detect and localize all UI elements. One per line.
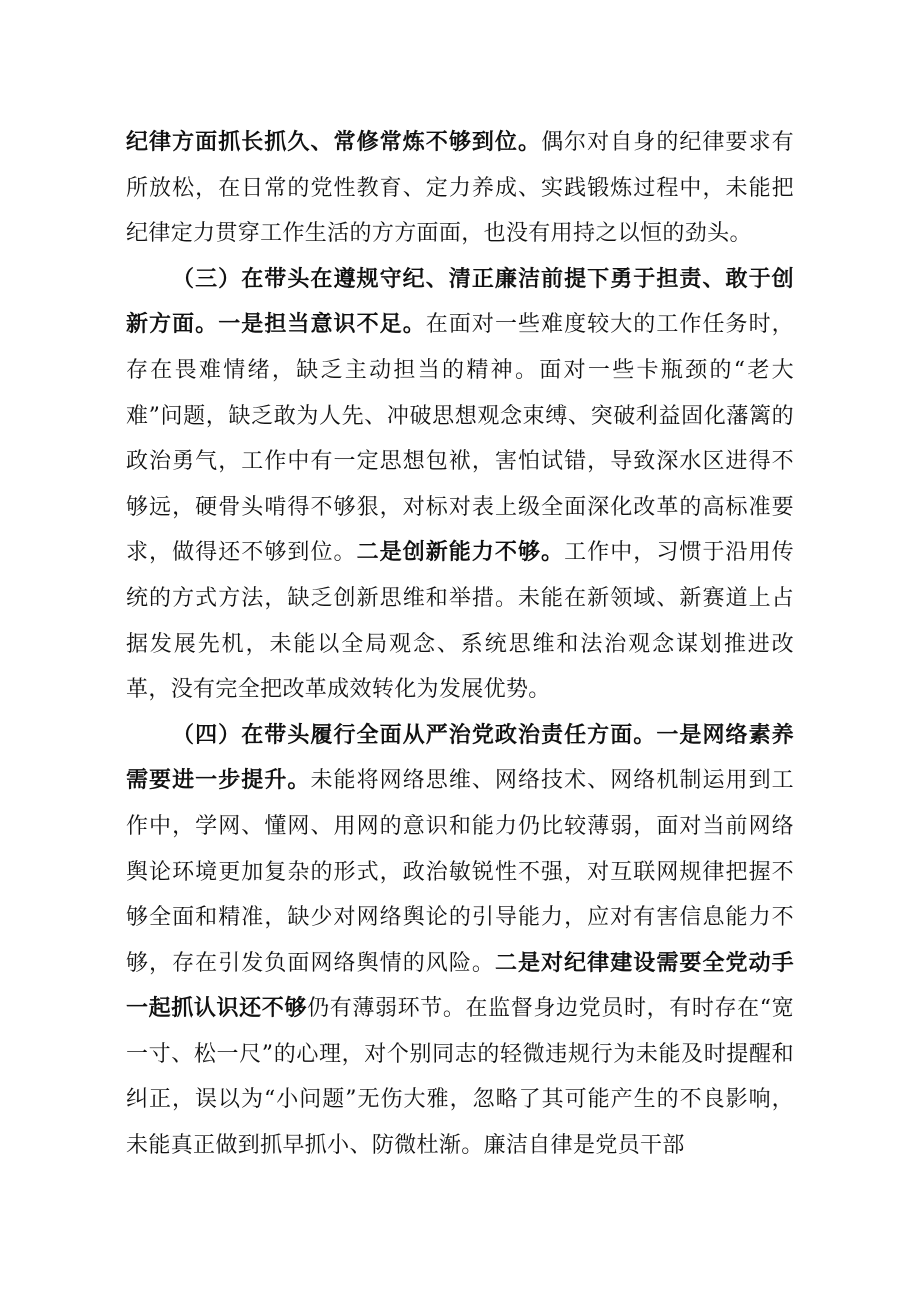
body-text: 仍有薄弱环节。在监督身边党员时，有时存在“宽一寸、松一尺”的心理，对个别同志的轻微违规行为未能及时提醒和纠正，误以为“小问题”无伤大雅，忽略了其可能产生的不良影响，未能真正做到抓早抓小、防微杜渐。廉洁自律是党员干部 — [126, 996, 794, 1159]
paragraph-section-four — [126, 713, 794, 1169]
paragraph-discipline-continuation — [126, 120, 794, 257]
body-text: 未能将网络思维、网络技术、网络机制运用到工作中，学网、懂网、用网的意识和能力仍比较薄弱，面对当前网络舆论环境更加复杂的形式，政治敏锐性不强，对互联网规律把握不够全面和精准，缺少对网络舆论的引导能力，应对有害信息能力不够，存在引发负面网络舆情的风险。 — [126, 768, 794, 976]
bold-subheading-text: 二是创新能力不够。 — [356, 540, 565, 566]
document-body — [126, 120, 794, 1169]
paragraph-section-three — [126, 257, 794, 713]
section-three-heading: （三）在带头在遵规守纪、清正廉洁前提下勇于担责、敢于创新方面。一是担当意识不足。 — [126, 266, 794, 338]
bold-heading-text: 纪律方面抓长抓久、常修常炼不够到位。 — [126, 130, 542, 155]
body-text: 在面对一些难度较大的工作任务时，存在畏难情绪，缺乏主动担当的精神。面对一些卡瓶颈的“老大难”问题，缺乏敢为人先、冲破思想观念束缚、突破利益固化藩篱的政治勇气，工作中有一定思想包袱，害怕试错，导致深水区进得不够远，硬骨头啃得不够狠，对标对表上级全面深化改革的高标准要求，做得还不够到位。 — [126, 312, 794, 566]
section-four-heading: （四）在带头履行全面从严治党政治责任方面。一是网络素养需要进一步提升。 — [126, 722, 794, 794]
bold-subheading-text: 二是对纪律建设需要全党动手一起抓认识还不够 — [126, 950, 794, 1022]
body-text: 偶尔对自身的纪律要求有所放松，在日常的党性教育、定力养成、实践锻炼过程中，未能把纪律定力贯穿工作生活的方方面面，也没有用持之以恒的劲头。 — [126, 130, 794, 247]
body-text: 工作中，习惯于沿用传统的方式方法，缺乏创新思维和举措。未能在新领域、新赛道上占据发展先机，未能以全局观念、系统思维和法治观念谋划推进改革，没有完全把改革成效转化为发展优势。 — [126, 540, 794, 703]
